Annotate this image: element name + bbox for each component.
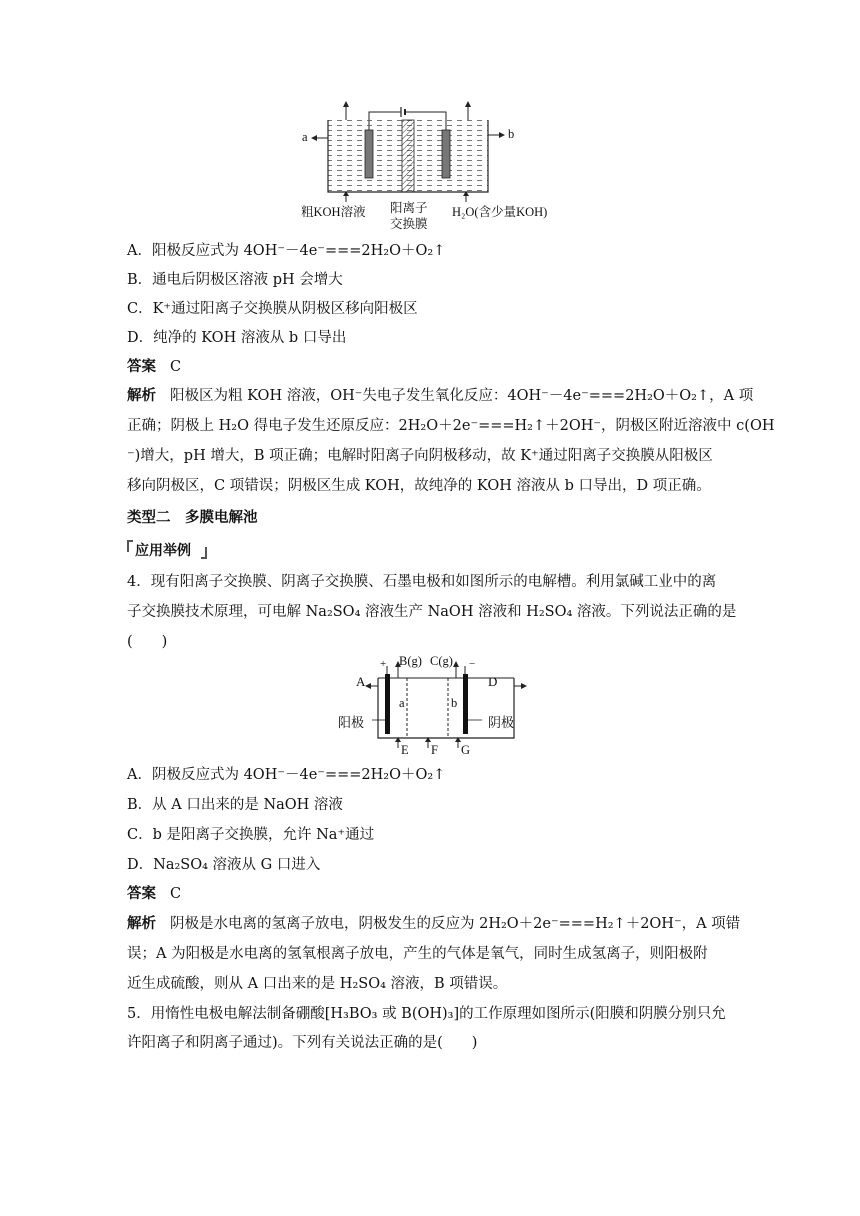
section-title: 类型二 多膜电解池: [127, 510, 258, 526]
cathode-label: 阴极: [488, 715, 515, 730]
q4-analysis-line-1: [127, 914, 740, 934]
analysis-text: 阴极是水电离的氢离子放电，阴极发生的反应为 2H₂O＋2e⁻===H₂↑＋2OH⁻，A 项错: [170, 916, 741, 932]
q3-analysis-line-1: [127, 386, 753, 406]
caption-water-koh: H₂O(含少量KOH): [452, 205, 548, 219]
caption-membrane-1: 阳离子: [390, 201, 428, 215]
answer-value: C: [170, 886, 182, 902]
inlet-g-label: G: [461, 743, 471, 757]
minus-sign: −: [469, 658, 476, 670]
analysis-text: 阳极区为粗 KOH 溶液，OH⁻失电子发生氧化反应：4OH⁻－4e⁻===2H₂O＋O₂↑，A 项: [170, 388, 754, 404]
outlet-a-label: A: [356, 674, 366, 689]
q4-stem-line-1: 4．现有阳离子交换膜、阴离子交换膜、石墨电极和如图所示的电解槽。利用氯碱工业中的离: [127, 574, 717, 590]
q3-analysis-line-4: 移向阴极区，C 项错误；阴极区生成 KOH，故纯净的 KOH 溶液从 b 口导出，D 项正确。: [127, 478, 711, 494]
q3-option-a: A．阳极反应式为 4OH⁻－4e⁻===2H₂O＋O₂↑: [127, 243, 446, 259]
q4-stem-line-3: ( ): [127, 634, 168, 650]
analysis-label: 解析: [127, 916, 156, 932]
outlet-b-label: b: [508, 127, 515, 141]
plus-sign: +: [380, 658, 387, 670]
q4-option-d: D．Na₂SO₄ 溶液从 G 口进入: [127, 857, 321, 873]
caption-membrane-2: 交换膜: [390, 217, 428, 231]
q4-analysis-line-3: 近生成硫酸，则从 A 口出来的是 H₂SO₄ 溶液，B 项错误。: [127, 976, 508, 992]
analysis-label: 解析: [127, 388, 156, 404]
q4-stem-line-2: 子交换膜技术原理，可电解 Na₂SO₄ 溶液生产 NaOH 溶液和 H₂SO₄ 溶液。下列说法正确的是: [127, 604, 737, 620]
membrane-a-label: a: [399, 696, 405, 710]
gas-c-label: C(g): [430, 654, 453, 668]
q3-analysis-line-2: 正确；阴极上 H₂O 得电子发生还原反应：2H₂O＋2e⁻===H₂↑＋2OH⁻，阴极区附近溶液中 c(OH: [127, 418, 775, 434]
q4-answer: [127, 884, 181, 904]
answer-label: 答案: [127, 359, 156, 375]
q4-analysis-line-2: 误；A 为阳极是水电离的氢氧根离子放电，产生的气体是氧气，同时生成氢离子，则阳极附: [127, 946, 708, 962]
q5-stem-line-1: 5．用惰性电极电解法制备硼酸[H₃BO₃ 或 B(OH)₃]的工作原理如图所示(阳膜和阴膜分别只允: [127, 1006, 726, 1022]
outlet-a-label: a: [302, 130, 308, 144]
q3-answer: [127, 357, 181, 377]
figure-koh-electrolysis: [296, 98, 566, 233]
caption-crude-koh: 粗KOH溶液: [301, 205, 366, 219]
inlet-e-label: E: [401, 743, 409, 757]
outlet-d-label: D: [488, 674, 498, 689]
q4-option-b: B．从 A 口出来的是 NaOH 溶液: [127, 797, 343, 813]
q3-option-c: C．K⁺通过阳离子交换膜从阴极区移向阳极区: [127, 301, 418, 317]
figure-three-chamber-cell: [338, 650, 528, 762]
answer-label: 答案: [127, 886, 156, 902]
q3-analysis-line-3: ⁻)增大，pH 增大，B 项正确；电解时阳离子向阴极移动，故 K⁺通过阳离子交换膜从阳极区: [127, 448, 713, 464]
q4-option-a: A．阴极反应式为 4OH⁻－4e⁻===2H₂O＋O₂↑: [127, 767, 446, 783]
inlet-f-label: F: [431, 743, 438, 757]
gas-b-label: B(g): [399, 654, 422, 668]
q4-option-c: C．b 是阳离子交换膜，允许 Na⁺通过: [127, 827, 375, 843]
anode-label: 阳极: [338, 715, 365, 730]
q3-option-d: D．纯净的 KOH 溶液从 b 口导出: [127, 330, 347, 346]
tag-bracket-open: [127, 540, 133, 552]
q3-option-b: B．通电后阴极区溶液 pH 会增大: [127, 272, 343, 288]
tag-text: 应用举例: [135, 543, 191, 559]
answer-value: C: [170, 359, 182, 375]
tag-bracket-close: [201, 547, 207, 559]
q5-stem-line-2: 许阳离子和阴离子通过)。下列有关说法正确的是( ): [127, 1035, 478, 1051]
membrane-b-label: b: [451, 696, 458, 710]
